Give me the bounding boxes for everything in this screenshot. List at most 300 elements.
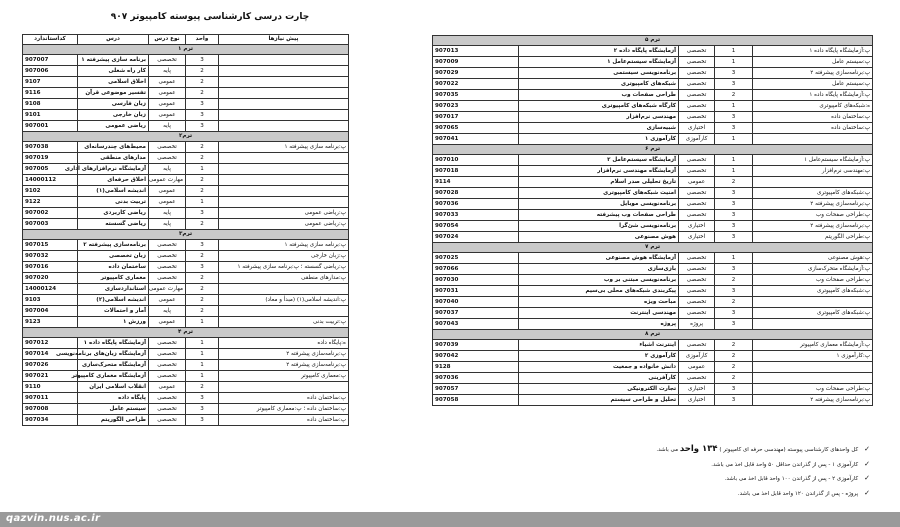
course-prerequisite [753,134,873,145]
course-row [23,404,349,415]
course-type: تخصصی [679,297,715,308]
course-units: 1 [715,155,753,166]
course-units: 3 [186,55,219,66]
course-prerequisite: پ:طراحی الگوریتم [753,232,873,243]
course-units: 3 [186,404,219,415]
course-row [23,99,349,110]
curriculum-table-right [432,35,873,406]
course-name: کارآموزی ۲ [519,351,679,362]
course-row [433,101,873,112]
course-prerequisite: پ:برنامه‌سازی پیشرفته ۲ [219,349,349,360]
course-name: آزمایشگاه سیستم‌عامل ۲ [519,155,679,166]
course-row [433,90,873,101]
course-code: 9116 [23,88,78,99]
note-total-units [440,443,870,458]
course-units: 3 [715,319,753,330]
course-row [23,153,349,164]
course-prerequisite: پ:سیستم عامل [753,79,873,90]
course-units: 1 [715,134,753,145]
course-units: 1 [715,57,753,68]
course-prerequisite [219,284,349,295]
course-name: طراحی صفحات وب پیشرفته [519,210,679,221]
course-row [23,175,349,186]
course-units: 2 [186,142,219,153]
term-label: ترم ۴ [23,328,349,338]
course-code: 907038 [23,142,78,153]
course-name: برنامه‌نویسی موبایل [519,199,679,210]
course-code: 907065 [433,123,519,134]
course-name: ریاضی کاربردی [78,208,149,219]
course-prerequisite: پ:تربیت بدنی [219,317,349,328]
course-prerequisite: پ:آزمایشگاه پایگاه داده ۱ [753,46,873,57]
course-prerequisite: پ:برنامه‌سازی پیشرفته ۲ [219,360,349,371]
course-prerequisite [219,77,349,88]
course-type: تخصصی [679,210,715,221]
course-row [433,46,873,57]
term-header-row [433,36,873,46]
course-prerequisite: پ:برنامه سازی پیشرفته ۱ [219,142,349,153]
course-name: پایگاه داده [78,393,149,404]
header-code: کداستاندارد [23,35,78,45]
course-prerequisite: پ:شبکه‌های کامپیوتری [753,308,873,319]
course-code: 907011 [23,393,78,404]
course-code: 14000112 [23,175,78,186]
course-prerequisite: پ:ساختمان داده [753,123,873,134]
course-units: 2 [715,351,753,362]
course-name: معماری کامپیوتر [78,273,149,284]
notes-section [440,443,870,501]
course-prerequisite: پ:برنامه سازی پیشرفته ۱ [219,240,349,251]
course-type: عمومی [149,88,186,99]
course-units: 3 [186,110,219,121]
course-code: 907014 [23,349,78,360]
course-name: آمار و احتمالات [78,306,149,317]
course-units: 3 [715,308,753,319]
course-code: 907032 [23,251,78,262]
course-name: تاریخ تحلیلی صدر اسلام [519,177,679,188]
course-name: تربیت بدنی [78,197,149,208]
course-code: 907003 [23,219,78,230]
course-prerequisite [753,373,873,384]
course-row [433,373,873,384]
course-type: عمومی [149,295,186,306]
course-type: عمومی [149,197,186,208]
course-type: اختیاری [679,232,715,243]
course-row [23,349,349,360]
course-type: تخصصی [149,240,186,251]
check-mark-icon: ✓ [864,488,870,497]
course-code: 907031 [433,286,519,297]
course-units: 2 [186,66,219,77]
course-units: 3 [186,240,219,251]
course-units: 1 [186,197,219,208]
course-row [23,382,349,393]
course-type: تخصصی [679,199,715,210]
course-type: تخصصی [679,373,715,384]
course-row [433,199,873,210]
course-units: 3 [715,264,753,275]
course-type: عمومی [149,186,186,197]
course-type: عمومی [149,77,186,88]
course-units: 2 [186,88,219,99]
course-units: 3 [186,415,219,426]
course-row [433,297,873,308]
course-code: 907024 [433,232,519,243]
course-type: عمومی [679,177,715,188]
term-header-row [23,230,349,240]
course-row [23,273,349,284]
course-code: 907005 [23,164,78,175]
course-type: تخصصی [149,349,186,360]
course-code: 9128 [433,362,519,373]
course-prerequisite: پ:زبان خارجی [219,251,349,262]
course-code: 907021 [23,371,78,382]
course-row [23,240,349,251]
course-type: تخصصی [149,393,186,404]
course-code: 9122 [23,197,78,208]
course-type: تخصصی [679,340,715,351]
course-code: 907008 [23,404,78,415]
term-header-row [433,330,873,340]
course-row [433,362,873,373]
course-name: تفسیر موضوعی قرآن [78,88,149,99]
course-units: 1 [186,349,219,360]
course-name: طراحی الگوریتم [78,415,149,426]
course-prerequisite: پ:اندیشه اسلامی(۱) (مبدأ و معاد) [219,295,349,306]
course-type: کارآموزی [679,134,715,145]
course-code: 907030 [433,275,519,286]
term-header-row [433,243,873,253]
course-code: 907057 [433,384,519,395]
course-units: 1 [715,166,753,177]
course-code: 907022 [433,79,519,90]
course-name: بازی‌سازی [519,264,679,275]
course-code: 907002 [23,208,78,219]
course-prerequisite: پ:برنامه‌سازی پیشرفته ۲ [753,199,873,210]
course-prerequisite: پ:ریاضی گسسته ؛ پ:برنامه سازی پیشرفته ۱ [219,262,349,273]
course-row [433,166,873,177]
course-code: 907042 [433,351,519,362]
note-internship-2-text: کارآموزی ۲ - پس از گذراندن ۱۰۰ واحد قابل اخذ می باشد. [724,476,859,482]
course-name: ریاضی عمومی [78,121,149,132]
course-name: محیط‌های چندرسانه‌ای [78,142,149,153]
course-units: 2 [186,186,219,197]
course-name: آزمایشگاه معماری کامپیوتر [78,371,149,382]
course-prerequisite [753,297,873,308]
course-code: 9123 [23,317,78,328]
course-prerequisite: پ:هوش مصنوعی [753,253,873,264]
course-name: سیستم عامل [78,404,149,415]
course-code: 9101 [23,110,78,121]
course-prerequisite: پ:مدارهای منطقی [219,273,349,284]
course-prerequisite [753,177,873,188]
course-name: آزمایشگاه هوش مصنوعی [519,253,679,264]
course-type: تخصصی [149,55,186,66]
course-name: مباحث ویژه [519,297,679,308]
term-header-row [23,328,349,338]
course-type: کارآموزی [679,351,715,362]
check-mark-icon: ✓ [864,459,870,468]
course-units: 1 [715,101,753,112]
course-type: مهارت عمومی [149,175,186,186]
course-type: تخصصی [679,264,715,275]
course-code: 907028 [433,188,519,199]
course-units: 3 [715,232,753,243]
course-type: تخصصی [679,155,715,166]
course-row [433,123,873,134]
course-type: تخصصی [679,90,715,101]
course-row [433,395,873,406]
course-name: آزمایشگاه نرم‌افزارهای اداری [78,164,149,175]
course-prerequisite: پ:شبکه‌های کامپیوتری [753,188,873,199]
course-prerequisite: پ:برنامه‌سازی پیشرفته ۲ [753,221,873,232]
course-row [433,79,873,90]
course-row [23,186,349,197]
course-type: تخصصی [149,153,186,164]
course-code: 907019 [23,153,78,164]
footer-bar [0,512,900,527]
course-prerequisite [219,99,349,110]
course-code: 9102 [23,186,78,197]
course-code: 907054 [433,221,519,232]
course-name: مدارهای منطقی [78,153,149,164]
course-code: 907037 [433,308,519,319]
course-code: 907041 [433,134,519,145]
course-row [433,253,873,264]
course-type: تخصصی [679,112,715,123]
course-prerequisite: پ:طراحی صفحات وب [753,384,873,395]
course-prerequisite: پ:طراحی صفحات وب [753,210,873,221]
course-units: 3 [715,199,753,210]
course-type: عمومی [149,99,186,110]
course-row [433,155,873,166]
note-internship-1-text: کارآموزی ۱ - پس از گذراندن حداقل ۵۰ واحد قابل اخذ می باشد. [711,461,859,468]
course-row [433,68,873,79]
course-units: 3 [186,99,219,110]
course-name: اخلاق حرفه‌ای [78,175,149,186]
course-units: 2 [186,284,219,295]
course-row [433,264,873,275]
course-units: 3 [715,395,753,406]
course-name: پروژه [519,319,679,330]
course-units: 1 [715,46,753,57]
course-row [433,57,873,68]
course-name: پیکربندی شبکه‌های محلی بی‌سیم [519,286,679,297]
course-name: برنامه سازی پیشرفته ۱ [78,55,149,66]
course-code: 14000124 [23,284,78,295]
course-type: تخصصی [679,166,715,177]
course-prerequisite: پ:آزمایشگاه معماری کامپیوتر [753,340,873,351]
course-code: 907001 [23,121,78,132]
course-prerequisite [753,362,873,373]
course-type: تخصصی [149,371,186,382]
course-code: 907017 [433,112,519,123]
course-row [433,340,873,351]
course-code: 9114 [433,177,519,188]
course-row [23,66,349,77]
course-name: برنامه‌نویسی مبتنی بر وب [519,275,679,286]
course-type: اختیاری [679,395,715,406]
course-name: برنامه‌نویسی شئ‌گرا [519,221,679,232]
course-row [23,306,349,317]
course-type: تخصصی [149,338,186,349]
course-prerequisite: پ:کارآموزی ۱ [753,351,873,362]
course-units: 2 [186,175,219,186]
term-label: ترم۲ [23,132,349,142]
course-type: تخصصی [149,360,186,371]
course-units: 1 [186,371,219,382]
course-type: تخصصی [149,262,186,273]
header-units: واحد [186,35,219,45]
course-type: عمومی [149,110,186,121]
course-name: انقلاب اسلامی ایران [78,382,149,393]
course-code: 907020 [23,273,78,284]
course-prerequisite: پ:برنامه‌سازی پیشرفته ۲ [753,395,873,406]
course-type: تخصصی [679,188,715,199]
course-row [23,284,349,295]
course-name: زبان خارجی [78,110,149,121]
course-units: 1 [186,164,219,175]
course-prerequisite: پ:ساختمان داده [219,415,349,426]
course-code: 907012 [23,338,78,349]
course-prerequisite: پ:ریاضی عمومی [219,219,349,230]
course-type: تخصصی [149,415,186,426]
course-type: تخصصی [679,57,715,68]
course-units: 3 [186,121,219,132]
course-name: امنیت شبکه‌های کامپیوتری [519,188,679,199]
course-row [23,393,349,404]
course-name: آزمایشگاه زبان‌های برنامه‌نویسی [78,349,149,360]
term-label: ترم ۶ [433,145,873,155]
course-units: 2 [186,273,219,284]
course-prerequisite: پ:سیستم عامل [753,57,873,68]
course-units: 2 [186,77,219,88]
course-type: پایه [149,121,186,132]
course-prerequisite: پ:آزمایشگاه پایگاه داده ۱ [753,90,873,101]
course-prerequisite [219,121,349,132]
course-units: 2 [186,295,219,306]
course-row [433,210,873,221]
course-type: اختیاری [679,221,715,232]
course-units: 2 [715,90,753,101]
course-row [23,338,349,349]
course-row [433,221,873,232]
course-name: ساختمان داده [78,262,149,273]
table-header [23,35,349,45]
course-type: تخصصی [149,404,186,415]
course-name: طراحی صفحات وب [519,90,679,101]
course-type: پایه [149,306,186,317]
course-name: اندیشه اسلامی(۲) [78,295,149,306]
course-units: 2 [715,297,753,308]
course-row [23,251,349,262]
course-units: 3 [715,286,753,297]
course-code: 907029 [433,68,519,79]
header-course-type: نوع درس [149,35,186,45]
course-code: 907043 [433,319,519,330]
course-type: عمومی [679,362,715,373]
course-units: 1 [186,360,219,371]
course-row [23,371,349,382]
term-header-row [23,132,349,142]
course-row [23,295,349,306]
course-row [433,286,873,297]
course-code: 9103 [23,295,78,306]
course-name: مهندسی نرم‌افزار [519,112,679,123]
course-row [23,208,349,219]
course-prerequisite [219,186,349,197]
course-name: آزمایشگاه متحرک‌سازی [78,360,149,371]
course-row [433,384,873,395]
course-row [433,188,873,199]
course-units: 3 [715,68,753,79]
course-prerequisite [219,382,349,393]
course-units: 3 [715,79,753,90]
course-row [23,121,349,132]
course-code: 907026 [23,360,78,371]
course-prerequisite [753,319,873,330]
course-code: 9108 [23,99,78,110]
course-type: تخصصی [679,68,715,79]
course-prerequisite: پ:شبکه‌های کامپیوتری [753,286,873,297]
course-units: 3 [715,384,753,395]
course-row [23,88,349,99]
course-code: 907058 [433,395,519,406]
course-row [23,110,349,121]
course-name: تحلیل و طراحی سیستم [519,395,679,406]
term-header-row [23,45,349,55]
course-name: دانش خانواده و جمعیت [519,362,679,373]
course-type: پایه [149,208,186,219]
course-code: 907036 [433,373,519,384]
course-name: مهندسی اینترنت [519,308,679,319]
course-code: 907039 [433,340,519,351]
course-units: 1 [186,338,219,349]
course-type: تخصصی [149,251,186,262]
course-name: کار راه شغلی [78,66,149,77]
course-prerequisite: پ:مهندسی نرم‌افزار [753,166,873,177]
course-prerequisite: پ:طراحی صفحات وب [753,275,873,286]
course-code: 907033 [433,210,519,221]
course-name: زبان فارسی [78,99,149,110]
course-prerequisite: پ:برنامه‌سازی پیشرفته ۲ [753,68,873,79]
course-row [433,232,873,243]
course-units: 2 [715,177,753,188]
course-code: 907015 [23,240,78,251]
course-name: کارآفرینی [519,373,679,384]
term-header-row [433,145,873,155]
course-units: 2 [186,306,219,317]
course-code: 907013 [433,46,519,57]
course-units: 3 [715,221,753,232]
course-row [23,317,349,328]
note-total-value: ۱۳۴ واحد [679,444,718,454]
course-code: 907023 [433,101,519,112]
course-row [433,134,873,145]
course-code: 9107 [23,77,78,88]
term-label: ترم ۸ [433,330,873,340]
course-prerequisite: پ:آزمایشگاه سیستم‌عامل ۱ [753,155,873,166]
course-units: 2 [186,153,219,164]
course-type: پروژه [679,319,715,330]
course-row [433,112,873,123]
course-units: 2 [715,340,753,351]
course-name: کارآموزی ۱ [519,134,679,145]
course-prerequisite [219,66,349,77]
course-type: تخصصی [679,253,715,264]
course-name: استانداردسازی [78,284,149,295]
course-prerequisite: ه:شبکه‌های کامپیوتری [753,101,873,112]
